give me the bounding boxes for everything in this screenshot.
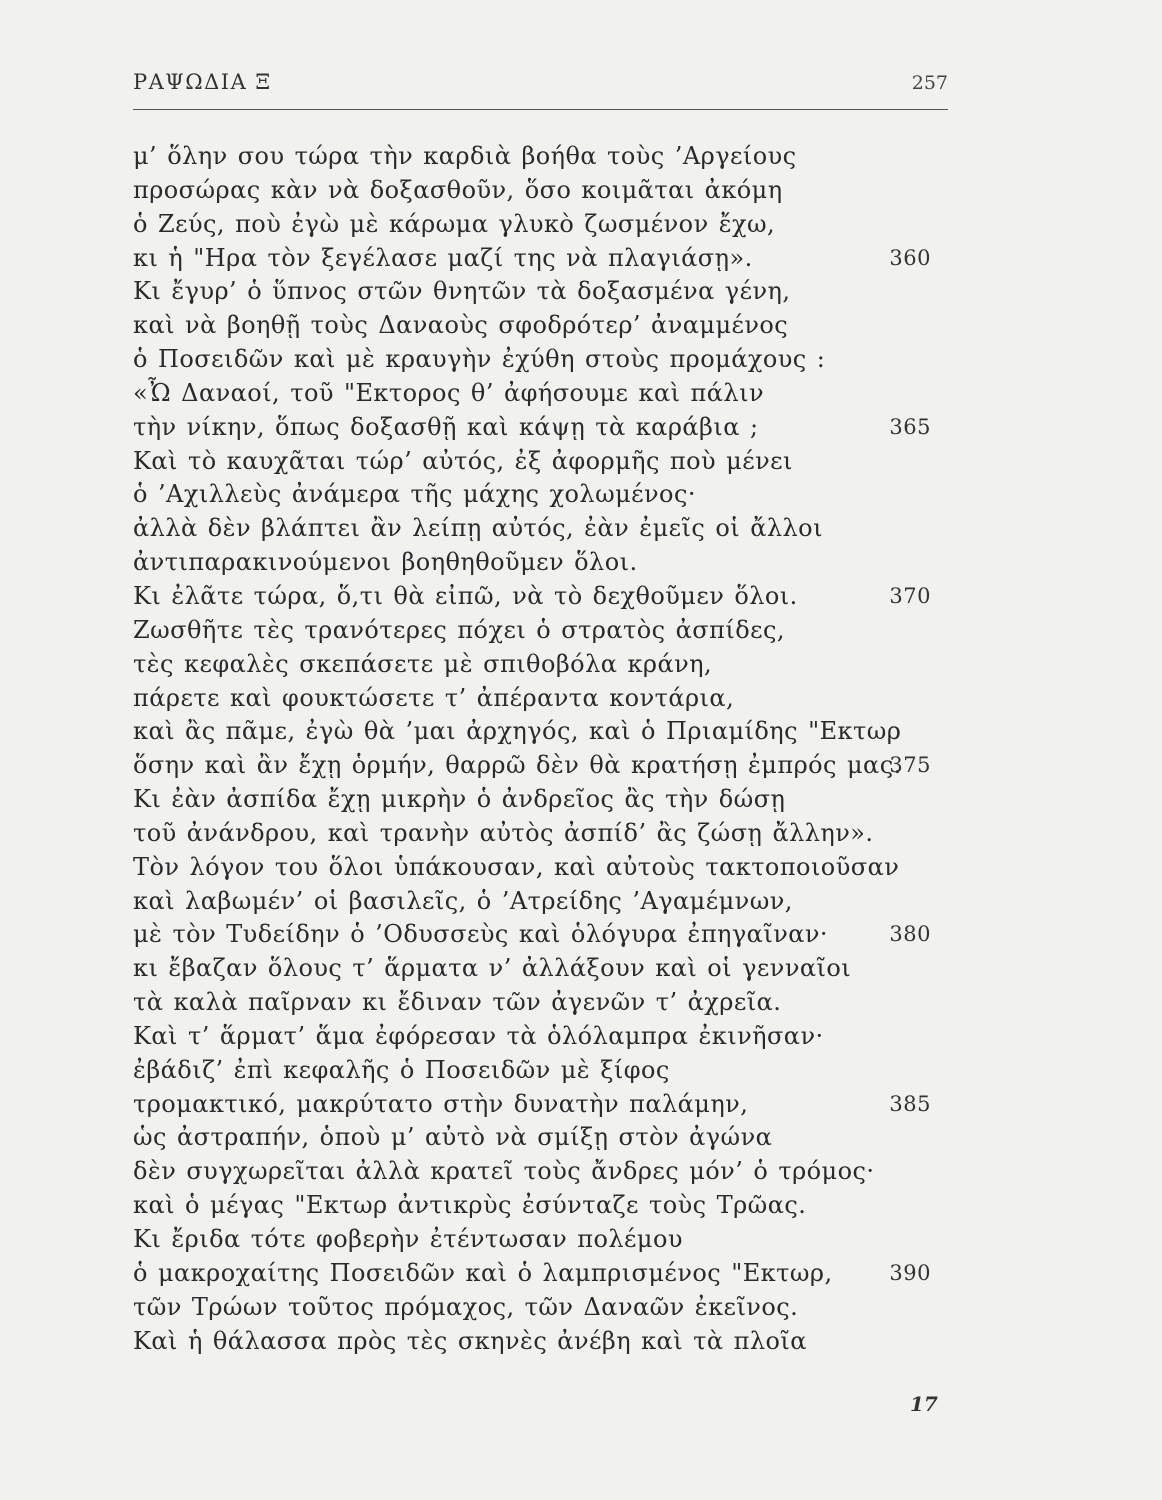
verse-text: ὅσην καὶ ἂν ἔχῃ ὁρμήν, θαρρῶ δὲν θὰ κρατήσῃ ἐμπρός μας.	[133, 751, 902, 780]
verse-line	[133, 580, 963, 614]
line-number: 390	[889, 1260, 931, 1285]
verse-text: κι ἡ "Ηρα τὸν ξεγέλασε μαζί της νὰ πλαγιάσῃ».	[133, 243, 753, 272]
verse-line	[133, 208, 963, 242]
verse-text: ὁ μακροχαίτης Ποσειδῶν καὶ ὁ λαμπρισμένος "Εκτωρ,	[133, 1258, 833, 1287]
verse-line	[133, 1257, 963, 1291]
line-number: 370	[889, 583, 931, 608]
verse-text: τοῦ ἀνάνδρου, καὶ τρανὴν αὐτὸς ἀσπίδ’ ἂς ζώσῃ ἄλλην».	[133, 818, 874, 847]
verse-line	[133, 851, 963, 885]
page-number: 257	[911, 72, 948, 94]
verse-text: Τὸν λόγον του ὅλοι ὑπάκουσαν, καὶ αὐτοὺς τακτοποιοῦσαν	[133, 852, 900, 881]
verse-text: Κι ἐλᾶτε τώρα, ὅ,τι θὰ εἰπῶ, νὰ τὸ δεχθοῦμεν ὅλοι.	[133, 581, 798, 610]
verse-line	[133, 174, 963, 208]
verse-text: Ζωσθῆτε τὲς τρανότερες πόχει ὁ στρατὸς ἀσπίδες,	[133, 615, 785, 644]
header-rule	[133, 109, 948, 110]
line-number: 365	[889, 414, 931, 439]
verse-text: ἀλλὰ δὲν βλάπτει ἂν λείπῃ αὐτός, ἐὰν ἐμεῖς οἱ ἄλλοι	[133, 514, 823, 543]
verse-line	[133, 512, 963, 546]
verse-line	[133, 1189, 963, 1223]
verse-text: ὁ Ζεύς, ποὺ ἐγὼ μὲ κάρωμα γλυκὸ ζωσμένον ἔχω,	[133, 209, 776, 238]
verse-line	[133, 885, 963, 919]
verse-line	[133, 1291, 963, 1325]
verse-text: ὁ ’Αχιλλεὺς ἀνάμερα τῆς μάχης χολωμένος·	[133, 480, 696, 509]
verse-block	[133, 140, 963, 1358]
verse-line	[133, 445, 963, 479]
verse-line	[133, 275, 963, 309]
verse-text: ὡς ἀστραπήν, ὁποὺ μ’ αὐτὸ νὰ σμίξῃ στὸν ἀγώνα	[133, 1123, 773, 1152]
verse-line	[133, 1020, 963, 1054]
verse-text: τὲς κεφαλὲς σκεπάσετε μὲ σπιθοβόλα κράνη,	[133, 649, 713, 678]
verse-text: Κι ἔγυρ’ ὁ ὕπνος στῶν θνητῶν τὰ δοξασμένα γένη,	[133, 277, 791, 306]
verse-line	[133, 1223, 963, 1257]
verse-line	[133, 918, 963, 952]
verse-text: μ’ ὅλην σου τώρα τὴν καρδιὰ βοήθα τοὺς ’Αργείους	[133, 142, 797, 170]
verse-line	[133, 986, 963, 1020]
verse-line	[133, 749, 963, 783]
verse-text: δὲν συγχωρεῖται ἀλλὰ κρατεῖ τοὺς ἄνδρες μόν’ ὁ τρόμος·	[133, 1157, 875, 1186]
verse-line	[133, 343, 963, 377]
line-number: 375	[889, 753, 931, 778]
verse-line	[133, 1325, 963, 1359]
line-number: 385	[889, 1091, 931, 1116]
signature-mark: 17	[910, 1392, 938, 1416]
verse-line	[133, 1155, 963, 1189]
verse-text: καὶ νὰ βοηθῇ τοὺς Δαναοὺς σφοδρότερ’ ἀναμμένος	[133, 311, 789, 340]
verse-text: Καὶ τὸ καυχᾶται τώρ’ αὐτός, ἐξ ἀφορμῆς ποὺ μένει	[133, 446, 793, 475]
verse-text: καὶ ἂς πᾶμε, ἐγὼ θὰ ’μαι ἀρχηγός, καὶ ὁ Πριαμίδης "Εκτωρ	[133, 717, 902, 746]
verse-line	[133, 648, 963, 682]
verse-text: κι ἔβαζαν ὅλους τ’ ἅρματα ν’ ἀλλάξουν καὶ οἱ γενναῖοι	[133, 954, 852, 983]
verse-text: ἐβάδιζ’ ἐπὶ κεφαλῆς ὁ Ποσειδῶν μὲ ξίφος	[133, 1055, 670, 1084]
verse-line	[133, 377, 963, 411]
verse-line	[133, 242, 963, 276]
verse-text: Καὶ τ’ ἅρματ’ ἅμα ἐφόρεσαν τὰ ὁλόλαμπρα ἐκινῆσαν·	[133, 1021, 824, 1050]
verse-text: μὲ τὸν Τυδείδην ὁ ’Οδυσσεὺς καὶ ὁλόγυρα ἐπηγαῖναν·	[133, 920, 829, 949]
verse-text: καὶ ὁ μέγας "Εκτωρ ἀντικρὺς ἐσύνταζε τοὺς Τρῶας.	[133, 1191, 807, 1220]
page-header	[133, 70, 948, 106]
verse-text: Κι ἐὰν ἀσπίδα ἔχῃ μικρὴν ὁ ἀνδρεῖος ἂς τὴν δώσῃ	[133, 785, 786, 814]
verse-text: ὁ Ποσειδῶν καὶ μὲ κραυγὴν ἐχύθη στοὺς προμάχους :	[133, 345, 826, 374]
verse-text: τὴν νίκην, ὅπως δοξασθῇ καὶ κάψῃ τὰ καράβια ;	[133, 412, 759, 441]
verse-line	[133, 1088, 963, 1122]
verse-line	[133, 614, 963, 648]
running-title: ΡΑΨΩΔΙΑ Ξ	[133, 70, 272, 94]
verse-text: προσώρας κὰν νὰ δοξασθοῦν, ὅσο κοιμᾶται ἀκόμη	[133, 175, 783, 204]
line-number: 360	[889, 245, 931, 270]
verse-line	[133, 478, 963, 512]
verse-text: καὶ λαβωμέν’ οἱ βασιλεῖς, ὁ ’Ατρείδης ’Αγαμέμνων,	[133, 886, 793, 915]
verse-text: πάρετε καὶ φουκτώσετε τ’ ἀπέραντα κοντάρια,	[133, 683, 735, 712]
verse-text: ἀντιπαρακινούμενοι βοηθηθοῦμεν ὅλοι.	[133, 548, 638, 577]
verse-text: Κι ἔριδα τότε φοβερὴν ἐτέντωσαν πολέμου	[133, 1225, 683, 1253]
verse-line	[133, 1054, 963, 1088]
verse-text: τῶν Τρώων τοῦτος πρόμαχος, τῶν Δαναῶν ἐκεῖνος.	[133, 1292, 799, 1321]
line-number: 380	[889, 922, 931, 947]
verse-line	[133, 952, 963, 986]
verse-line	[133, 309, 963, 343]
verse-line	[133, 1121, 963, 1155]
verse-line	[133, 783, 963, 817]
verse-line	[133, 682, 963, 716]
verse-text: Καὶ ἡ θάλασσα πρὸς τὲς σκηνὲς ἀνέβη καὶ τὰ πλοῖα	[133, 1326, 807, 1355]
verse-text: τὰ καλὰ παῖρναν κι ἔδιναν τῶν ἀγενῶν τ’ ἀχρεῖα.	[133, 988, 782, 1017]
verse-line	[133, 546, 963, 580]
verse-line	[133, 715, 963, 749]
verse-line	[133, 140, 963, 174]
verse-line	[133, 817, 963, 851]
verse-text: τρομακτικό, μακρύτατο στὴν δυνατὴν παλάμην,	[133, 1089, 749, 1118]
verse-text: «Ὦ Δαναοί, τοῦ "Εκτορος θ’ ἀφήσουμε καὶ πάλιν	[133, 378, 764, 407]
verse-line	[133, 411, 963, 445]
